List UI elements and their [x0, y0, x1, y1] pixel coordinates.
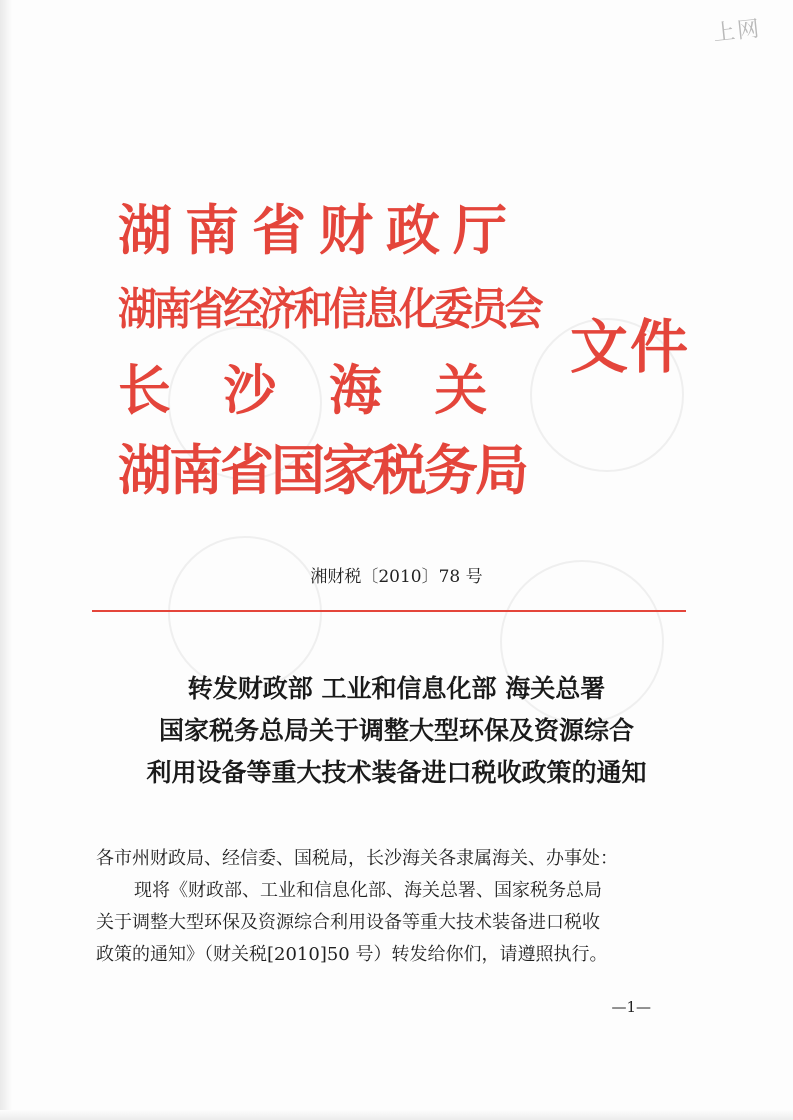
paragraph-line: 关于调整大型环保及资源综合利用设备等重大技术装备进口税收	[96, 912, 600, 933]
agency-line: 湖南省财政厅	[118, 198, 520, 262]
document-suffix: 文件	[570, 313, 691, 381]
title-line: 国家税务总局关于调整大型环保及资源综合	[158, 716, 634, 745]
issuing-agencies-heading	[118, 190, 541, 510]
agency-line: 湖南省国家税务局	[118, 438, 526, 502]
title-line: 转发财政部 工业和信息化部 海关总署	[187, 674, 606, 703]
paragraph-line: 现将《财政部、工业和信息化部、海关总署、国家税务总局	[134, 880, 602, 901]
faint-seal	[168, 536, 322, 690]
paragraph-line: 政策的通知》（财关税[2010]50 号）转发给你们，请遵照执行。	[96, 944, 608, 965]
salutation: 各市州财政局、经信委、国税局，长沙海关各隶属海关、办事处：	[96, 848, 618, 869]
page-number: —1—	[611, 998, 651, 1016]
agency-line: 长沙海关	[118, 358, 541, 422]
title-line: 利用设备等重大技术装备进口税收政策的通知	[146, 758, 647, 787]
agency-line: 湖南省经济和信息化委员会	[118, 284, 540, 335]
scan-bottom-edge	[0, 1110, 793, 1120]
notice-title	[0, 668, 793, 794]
body-text	[96, 843, 696, 971]
document-number: 湘财税〔2010〕78 号	[310, 567, 483, 587]
scan-left-edge	[0, 0, 12, 1120]
corner-handwritten-mark: 上网	[712, 16, 763, 47]
red-divider-line	[92, 610, 686, 612]
